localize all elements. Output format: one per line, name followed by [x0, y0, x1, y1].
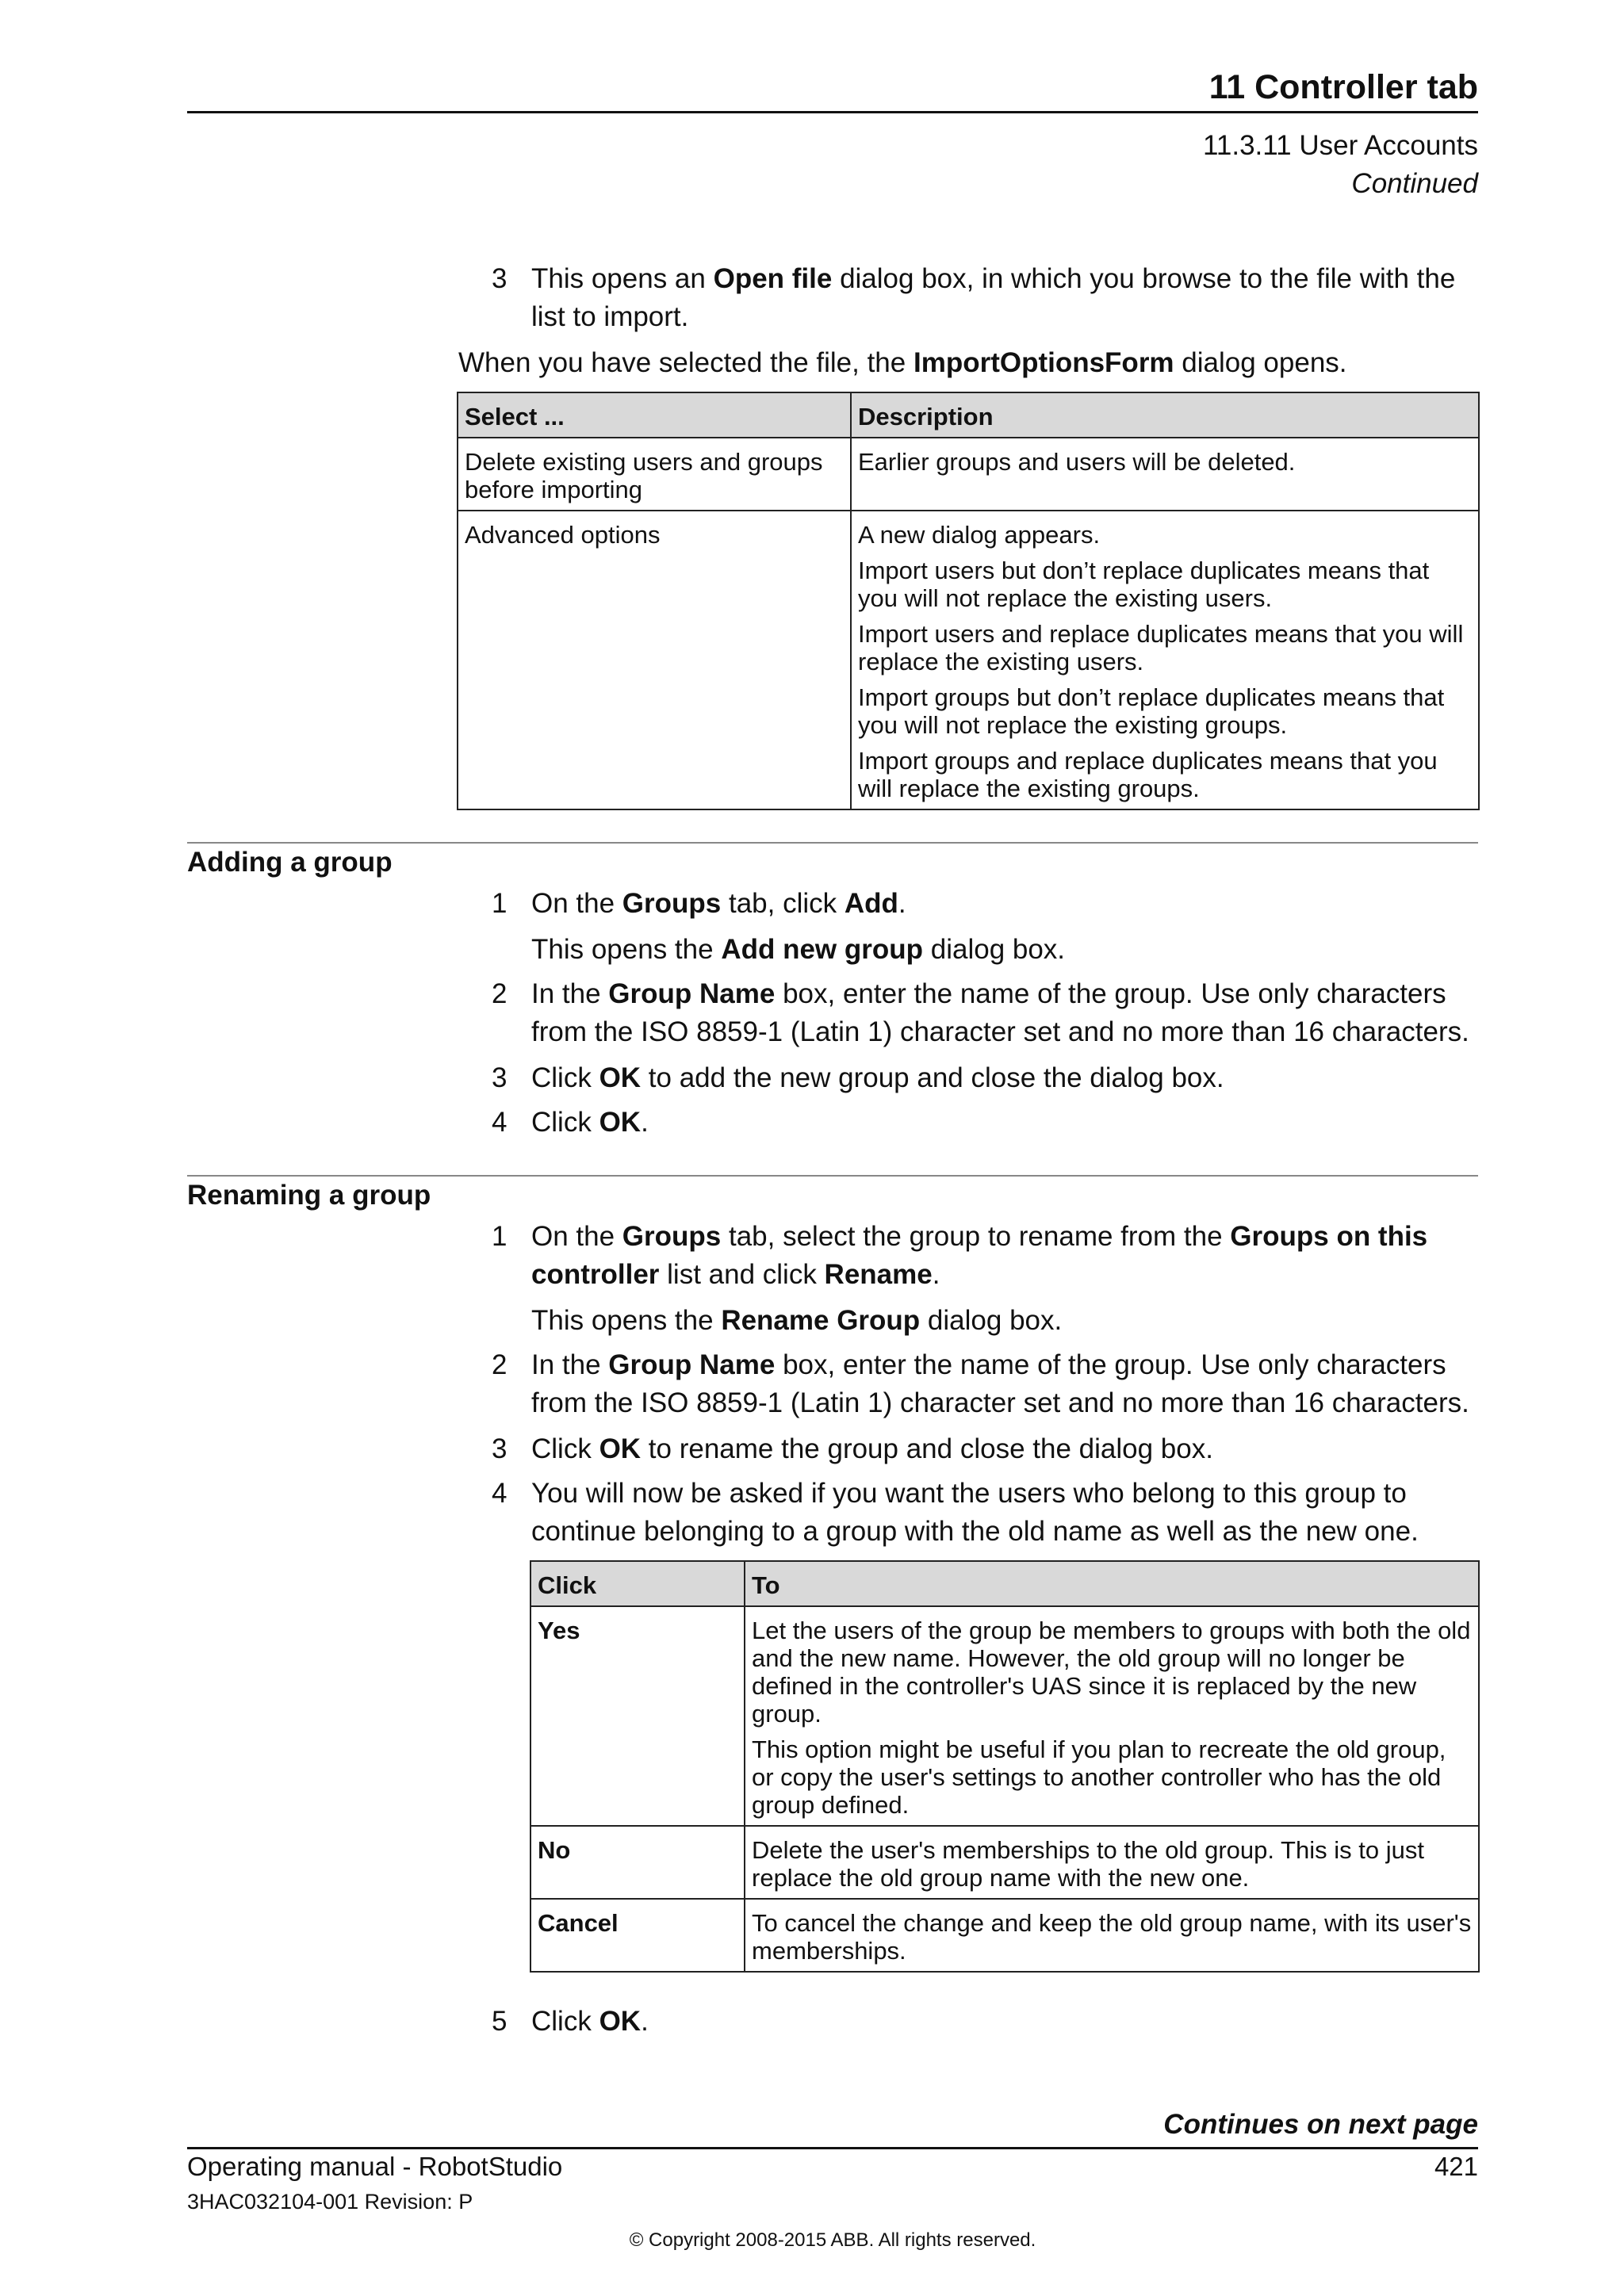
cell-paragraph: Import groups and replace duplicates means that you will replace the existing groups.	[858, 747, 1438, 802]
text: On the	[531, 1221, 622, 1252]
bold-term: Group Name	[608, 978, 776, 1009]
cell-paragraph: Import users and replace duplicates means that you will replace the existing users.	[858, 620, 1464, 675]
rename-options-table	[530, 1560, 1480, 1973]
table-row	[530, 1826, 1479, 1899]
text: box, enter the name of the group. Use only characters from the ISO 8859-1 (Latin 1) character set and no more than 16 characters.	[531, 1349, 1469, 1418]
text: tab, click	[721, 888, 845, 919]
table-cell: Advanced options	[458, 511, 851, 809]
table-cell: Yes	[530, 1606, 745, 1826]
text: .	[932, 1259, 940, 1290]
cell-paragraph: To cancel the change and keep the old group name, with its user's memberships.	[752, 1909, 1472, 1965]
text: Click	[531, 1062, 599, 1093]
cell-paragraph: This option might be useful if you plan to recreate the old group, or copy the user's settings to another controller who has the old group defined.	[752, 1735, 1446, 1819]
renaming-step-4: You will now be asked if you want the users who belong to this group to continue belonging to a group with the old name as well as the new one.	[531, 1478, 1419, 1547]
section-rule	[187, 1175, 1478, 1177]
table-cell: Cancel	[530, 1899, 745, 1972]
bold-term: OK	[599, 2006, 642, 2037]
step-number: 3	[492, 1433, 508, 1464]
text: .	[641, 2006, 649, 2037]
bold-term: Add new group	[721, 934, 924, 965]
bold-term: ImportOptionsForm	[913, 347, 1174, 378]
text: to add the new group and close the dialog box.	[641, 1062, 1224, 1093]
section-heading-renaming: Renaming a group	[187, 1180, 431, 1211]
section-heading-adding: Adding a group	[187, 847, 393, 878]
step-number: 2	[492, 1349, 508, 1380]
text: This opens an	[531, 263, 714, 294]
table-row	[458, 511, 1479, 809]
text: Click	[531, 1433, 599, 1464]
bold-term: Add	[844, 888, 898, 919]
document-id: 3HAC032104-001 Revision: P	[187, 2190, 473, 2214]
table-header-row	[458, 392, 1479, 438]
text: list and click	[659, 1259, 825, 1290]
cell-paragraph: Import groups but don’t replace duplicates means that you will not replace the existing groups.	[858, 683, 1445, 739]
cell-paragraph: A new dialog appears.	[858, 521, 1101, 549]
text: dialog box, in which you browse to the file with the list to import.	[531, 263, 1456, 332]
table-header-row	[530, 1561, 1479, 1606]
renaming-step-2	[531, 1346, 1483, 1422]
manual-title: Operating manual - RobotStudio	[187, 2152, 563, 2181]
import-options-table	[457, 392, 1480, 810]
text: This opens the	[531, 934, 722, 965]
adding-step-1	[531, 885, 1483, 923]
step-number: 3	[492, 1062, 508, 1093]
table-header: Description	[851, 392, 1479, 438]
text: dialog opens.	[1174, 347, 1347, 378]
renaming-step-3	[531, 1430, 1483, 1468]
footer-rule	[187, 2147, 1478, 2149]
table-row	[458, 438, 1479, 511]
table-row	[530, 1606, 1479, 1826]
bold-term: OK	[599, 1107, 642, 1138]
text: In the	[531, 1349, 609, 1380]
text: tab, select the group to rename from the	[721, 1221, 1231, 1252]
adding-step-4	[531, 1104, 1483, 1142]
section-title: 11.3.11 User Accounts	[1203, 130, 1478, 161]
table-cell	[745, 1899, 1479, 1972]
adding-step-3	[531, 1059, 1483, 1097]
bold-term: Group Name	[608, 1349, 776, 1380]
text: .	[641, 1107, 649, 1138]
text: Click	[531, 2006, 599, 2037]
header-rule	[187, 111, 1478, 113]
bold-term: Rename Group	[721, 1305, 921, 1336]
table-header: Click	[530, 1561, 745, 1606]
step-number: 4	[492, 1107, 508, 1138]
renaming-step-1	[531, 1218, 1483, 1294]
step-number: 1	[492, 888, 508, 919]
bold-term: OK	[599, 1433, 642, 1464]
text: dialog box.	[923, 934, 1066, 965]
page-number: 421	[1434, 2152, 1478, 2181]
text: to rename the group and close the dialog box.	[641, 1433, 1213, 1464]
cell-paragraph: Delete the user's memberships to the old group. This is to just replace the old group name with the new one.	[752, 1836, 1424, 1892]
cell-paragraph: Earlier groups and users will be deleted.	[858, 448, 1296, 476]
cell-paragraph: Let the users of the group be members to groups with both the old and the new name. However, the old group will no longer be defined in the controller's UAS since it is replaced by the new group.	[752, 1617, 1471, 1728]
continued-label: Continued	[1351, 168, 1478, 199]
text: Click	[531, 1107, 599, 1138]
bold-term: Open file	[713, 263, 833, 294]
text: On the	[531, 888, 622, 919]
step-number: 2	[492, 978, 508, 1009]
bold-term: Groups	[622, 888, 722, 919]
table-cell	[851, 511, 1479, 809]
table-header: To	[745, 1561, 1479, 1606]
continues-label: Continues on next page	[1163, 2109, 1478, 2140]
import-step-3	[531, 260, 1483, 336]
renaming-step-5	[531, 2003, 1483, 2041]
step-number: 1	[492, 1221, 508, 1252]
text: This opens the	[531, 1305, 722, 1336]
text: box, enter the name of the group. Use only characters from the ISO 8859-1 (Latin 1) character set and no more than 16 characters.	[531, 978, 1469, 1047]
text: When you have selected the file, the	[458, 347, 914, 378]
table-cell	[745, 1606, 1479, 1826]
text: dialog box.	[920, 1305, 1063, 1336]
step-number: 5	[492, 2006, 508, 2037]
bold-term: Groups	[622, 1221, 722, 1252]
adding-step-1-note	[531, 931, 1483, 969]
table-cell: Delete existing users and groups before importing	[458, 438, 851, 511]
step-number: 4	[492, 1478, 508, 1509]
text: In the	[531, 978, 609, 1009]
import-after-text	[458, 344, 1481, 382]
adding-step-2	[531, 975, 1483, 1051]
step-number: 3	[492, 263, 508, 294]
text: .	[898, 888, 906, 919]
cell-paragraph: Import users but don’t replace duplicates means that you will not replace the existing users.	[858, 557, 1430, 612]
section-rule	[187, 842, 1478, 844]
table-row	[530, 1899, 1479, 1972]
table-cell	[745, 1826, 1479, 1899]
table-cell: No	[530, 1826, 745, 1899]
chapter-title: 11 Controller tab	[1208, 68, 1478, 106]
table-header: Select ...	[458, 392, 851, 438]
renaming-step-1-note	[531, 1302, 1483, 1340]
bold-term: OK	[599, 1062, 642, 1093]
table-cell	[851, 438, 1479, 511]
bold-term: Groups on this controller	[531, 1221, 1428, 1290]
bold-term: Rename	[824, 1259, 933, 1290]
copyright: © Copyright 2008-2015 ABB. All rights reserved.	[629, 2229, 1036, 2251]
